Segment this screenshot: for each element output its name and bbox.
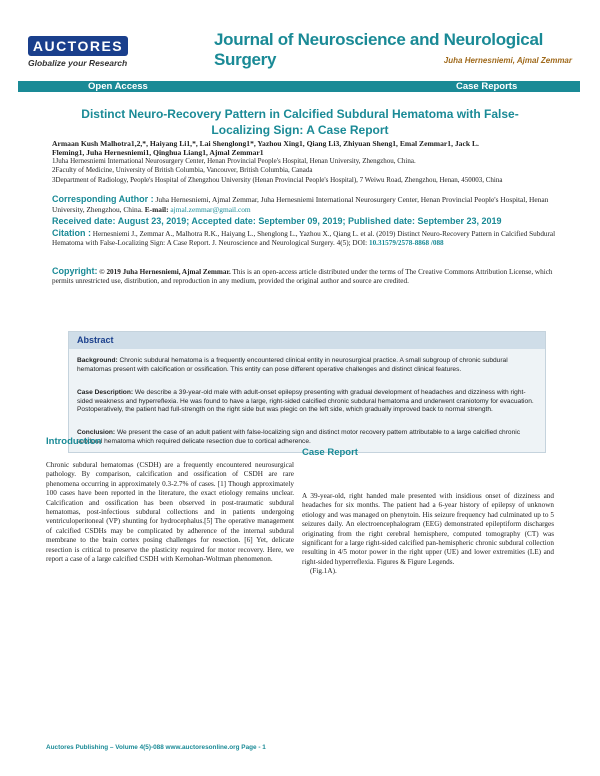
author-list: Armaan Kush Malhotra1,2,*, Haiyang Li1,*, Lai Shenglong1*, Yazhou Xing1, Qiang Li3, Zhiyuan Sheng1, Emal Zemmar1, Jack L. Fleming1, Juha Hernesniemi1, Qinghua Liang1, Ajmal Zemmar1: [52, 139, 479, 157]
open-access-label: Open Access: [88, 81, 148, 92]
article-type-label: Case Reports: [456, 81, 518, 92]
affiliations: [52, 157, 572, 185]
figure-reference[interactable]: (Fig.1A).: [310, 567, 337, 576]
citation: Citation : Hernesniemi J., Zemmar A., Malhotra R.K., Haiyang L., Shenglong L., Yazhou X., Qiang L. et al. (2019) Distinct Neuro-Recovery Pattern in Calcified Subdural Hematoma with False-Localizing Sign: A Case Report. J. Neuroscience and Neurological Surgery. 4(5); DOI: 10.31579/2578-8868 /088: [52, 228, 556, 248]
abstract-conclusion: Conclusion: We present the case of an adult patient with false-localizing sign and distinct motor recovery pattern attributable to a large calcified chronic subdural hematoma which required delicate resection due to cortical adherence.: [77, 429, 520, 445]
email-link[interactable]: ajmal.zemmar@gmail.com: [170, 204, 251, 214]
abstract-heading: Abstract: [77, 335, 114, 345]
affiliation-1: 1Juha Hernesniemi International Neurosurgery Center, Henan Provincial People's Hospital, Henan University, Zhengzhou, China.: [52, 157, 416, 165]
corresponding-author: Corresponding Author : Juha Hernesniemi, Ajmal Zemmar, Juha Hernesniemi International Neurosurgery Center, Henan Provincial People's Hospital, Henan University, Zhengzhou, China. E-mail: ajmal.zemmar@gmail.com: [52, 194, 549, 214]
introduction-text: Chronic subdural hematomas (CSDH) are a frequently encountered neurosurgical pathology. By comparison, calcification and ossification of CSDH are rare phenomena occurring in approximately 0.3-2.7% of cases. [1] Though approximately 100 cases have been reported in the literature, the exact etiology remains unclear. Calcification and ossification has been observed in post-traumatic subdural hematomas, post-infectious subdural collections and in patients undergoing ventriculoperitoneal (VP) shunting for hydrocephalus.[5] The operative management of calcified CSDHs may be complicated by adherence of the internal subdural membrane to the brain cortex posing challenges for resection. [6] Yet, delicate resection is critical to preserve the plasticity required for motor recovery. Here, we report a case of a large calcified CSDH with Kernohan-Woltman phenomenon.: [46, 461, 294, 564]
copyright: Copyright: © 2019 Juha Hernesniemi, Ajmal Zemmar. This is an open-access article distributed under the terms of The Creative Commons Attribution License, which permits unrestricted use, distribution, and reproduction in any medium, provided the original author and source are credited.: [52, 266, 553, 286]
case-report-heading: Case Report: [302, 447, 358, 458]
publisher-logo[interactable]: AUCTORES: [28, 36, 128, 56]
header-band: [18, 81, 580, 92]
case-report-text: A 39-year-old, right handed male presented with insidious onset of dizziness and headaches for six months. The patient had a 6-year history of epilepsy of unknown etiology and was managed on phenytoin. His seizure frequency had culminated up to 5 seizures daily. An electroencephalogram (EEG) demonstrated epileptiform discharges originating from the right cerebral hemisphere, computed tomography (CT) was significant for a large right-sided calcified pan-hemispheric chronic subdural collection resulting in 4/5 motor power in the right upper (UE) and lower extremities (LE) and right-sided hyperreflexia. Figures & Figure Legends. (Fig.1A).: [302, 492, 554, 576]
affiliation-3: 3Department of Radiology, People's Hospital of Zhengzhou University (Henan Provincial People's Hospital), 7 Weiwu Road, Zhengzhou, Henan, 450003, China: [52, 175, 503, 184]
page-footer: Auctores Publishing – Volume 4(5)-088 www.auctoresonline.org Page - 1: [46, 744, 266, 751]
abstract-box: [68, 331, 546, 453]
publication-dates: Received date: August 23, 2019; Accepted date: September 09, 2019; Published date: September 23, 2019: [52, 216, 502, 226]
affiliation-2: 2Faculty of Medicine, University of British Columbia, Vancouver, British Columbia, Canada: [52, 166, 313, 175]
abstract-header: [69, 332, 545, 349]
article-title: Distinct Neuro-Recovery Pattern in Calcified Subdural Hematoma with False- Localizing Sign: A Case Report: [81, 107, 519, 137]
abstract-background: Background: Chronic subdural hematoma is a frequently encountered clinical entity in neurosurgical practice. A small subgroup of chronic subdural hematomas present with calcification or ossification. This entity can pose different operative challenges and distinct clinical features.: [77, 357, 508, 373]
journal-editors: Juha Hernesniemi, Ajmal Zemmar: [443, 56, 572, 65]
doi-link[interactable]: 10.31579/2578-8868 /088: [368, 239, 444, 248]
journal-title: Journal of Neuroscience and Neurological Surgery: [214, 30, 544, 69]
publisher-slogan: Globalize your Research: [28, 58, 128, 68]
introduction-heading: Introduction: [46, 436, 102, 447]
abstract-case-description: Case Description: We describe a 39-year-old male with adult-onset epilepsy presenting with gradual development of headaches and dizziness with right-sided weakness and hyperreflexia. He was found to have a large, right-sided calcified chronic subdural hematoma and underwent craniotomy for evacuation. Postoperatively, the patient had full-strength on the right side but was plegic on the left side, which gradually improved back to normal strength.: [77, 389, 534, 414]
